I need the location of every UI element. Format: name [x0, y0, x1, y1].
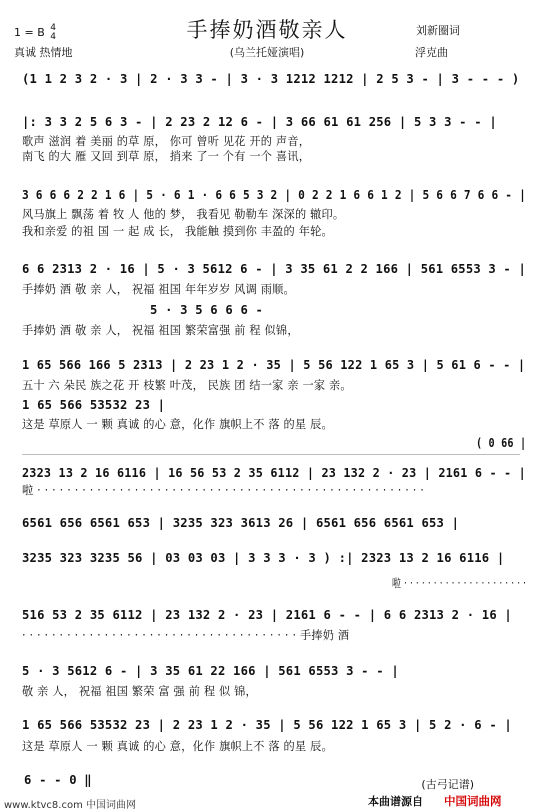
notation-line: 3 6 6 6 2 2 1 6 | 5 · 6 1 · 6 6 5 3 2 | 0 2 2 1 6 6 1 2 | 5 6 6 7 6 6 - |: [22, 188, 527, 202]
notation-line: 6 - - 0 ‖: [24, 773, 92, 787]
page-title: 手捧奶酒敬亲人: [186, 18, 348, 42]
tempo-marking: 真诚 热情地: [14, 46, 73, 59]
lyric-line: 我和亲爱 的祖 国 一 起 成 长， 我能触 摸到你 丰盈的 年轮。: [22, 225, 333, 238]
lyric-line: 啦 · · · · · · · · · · · · · · · · · · · · ·: [392, 577, 527, 590]
notation-line: ( 0 66 |: [476, 436, 527, 450]
lyric-line: 歌声 滋润 着 美丽 的草 原， 你可 曾听 见花 开的 声音，: [22, 135, 311, 148]
lyric-line: 敬 亲 人， 祝福 祖国 繁荣 富 强 前 程 似 锦，: [22, 685, 257, 698]
lyricist-credit: 刘新圈词: [416, 24, 460, 37]
lyric-line: 这是 草原人 一 颗 真诚 的心 意，化作 旗帜上不 落 的星 辰。: [22, 740, 333, 753]
lyric-line: 五十 六 朵民 族之花 开 枝繁 叶茂， 民族 团 结一家 亲 一家 亲。: [22, 379, 352, 392]
section-divider: [22, 454, 520, 455]
time-signature: 4 4: [50, 23, 56, 42]
notation-line: 516 53 2 35 6112 | 23 132 2 · 23 | 2161 6 - - | 6 6 2313 2 · 16 |: [22, 608, 512, 622]
notation-line: 3235 323 3235 56 | 03 03 03 | 3 3 3 · 3 ) :| 2323 13 2 16 6116 |: [22, 551, 505, 565]
watermark-left: www.ktvc8.com 中国词曲网: [4, 800, 137, 811]
composer-credit: 浮克曲: [415, 46, 448, 59]
notation-line: 1 65 566 53532 23 |: [22, 398, 166, 412]
lyric-line: 南飞 的大 雁 又回 到草 原， 捎来 了一 个有 一个 喜讯，: [22, 150, 311, 163]
notation-line: 5 · 3 5 6 6 6 -: [150, 303, 264, 317]
lyric-line: 啦 · · · · · · · · · · · · · · · · · · · · · · · · · · · · · · · · · · · · · · · · · · · · · · · · · · · ·: [22, 484, 425, 497]
lyric-line: 手捧奶 酒 敬 亲 人， 祝福 祖国 繁荣富强 前 程 似锦，: [22, 324, 299, 337]
lyric-line: 这是 草原人 一 颗 真诚 的心 意，化作 旗帜上不 落 的星 辰。: [22, 418, 333, 431]
notation-line: 5 · 3 5612 6 - | 3 35 61 22 166 | 561 6553 3 - - |: [22, 664, 399, 678]
notation-line: 1 65 566 166 5 2313 | 2 23 1 2 · 35 | 5 56 122 1 65 3 | 5 61 6 - - |: [22, 358, 526, 372]
performer-credit: (乌兰托娅演唱): [229, 46, 305, 59]
transcriber-credit: (古弓记谱): [421, 778, 474, 791]
source-label: 本曲谱源自: [368, 795, 423, 808]
lyric-line: 风马旗上 飘荡 着 牧 人 他的 梦， 我看见 勒勒车 深深的 辙印。: [22, 208, 345, 221]
notation-line: |: 3 3 2 5 6 3 - | 2 23 2 12 6 - | 3 66 61 61 256 | 5 3 3 - - |: [22, 115, 497, 129]
notation-line: 2323 13 2 16 6116 | 16 56 53 2 35 6112 | 23 132 2 · 23 | 2161 6 - - |: [22, 466, 526, 480]
lyric-line: 手捧奶 酒 敬 亲 人， 祝福 祖国 年年岁岁 风调 雨顺。: [22, 283, 295, 296]
notation-line: (1 1 2 3 2 · 3 | 2 · 3 3 - | 3 · 3 1212 1212 | 2 5 3 - | 3 - - - ): [22, 72, 520, 86]
notation-line: 1 65 566 53532 23 | 2 23 1 2 · 35 | 5 56 122 1 65 3 | 5 2 · 6 - |: [22, 718, 512, 732]
notation-line: 6561 656 6561 653 | 3235 323 3613 26 | 6561 656 6561 653 |: [22, 516, 460, 530]
notation-line: 6 6 2313 2 · 16 | 5 · 3 5612 6 - | 3 35 61 2 2 166 | 561 6553 3 - |: [22, 262, 527, 276]
key-signature: 1 = B 4 4: [14, 23, 56, 42]
source-site-link[interactable]: 中国词曲网: [444, 794, 502, 808]
lyric-line: · · · · · · · · · · · · · · · · · · · · · · · · · · · · · · · · · · · · · 手捧奶 酒: [22, 629, 350, 642]
